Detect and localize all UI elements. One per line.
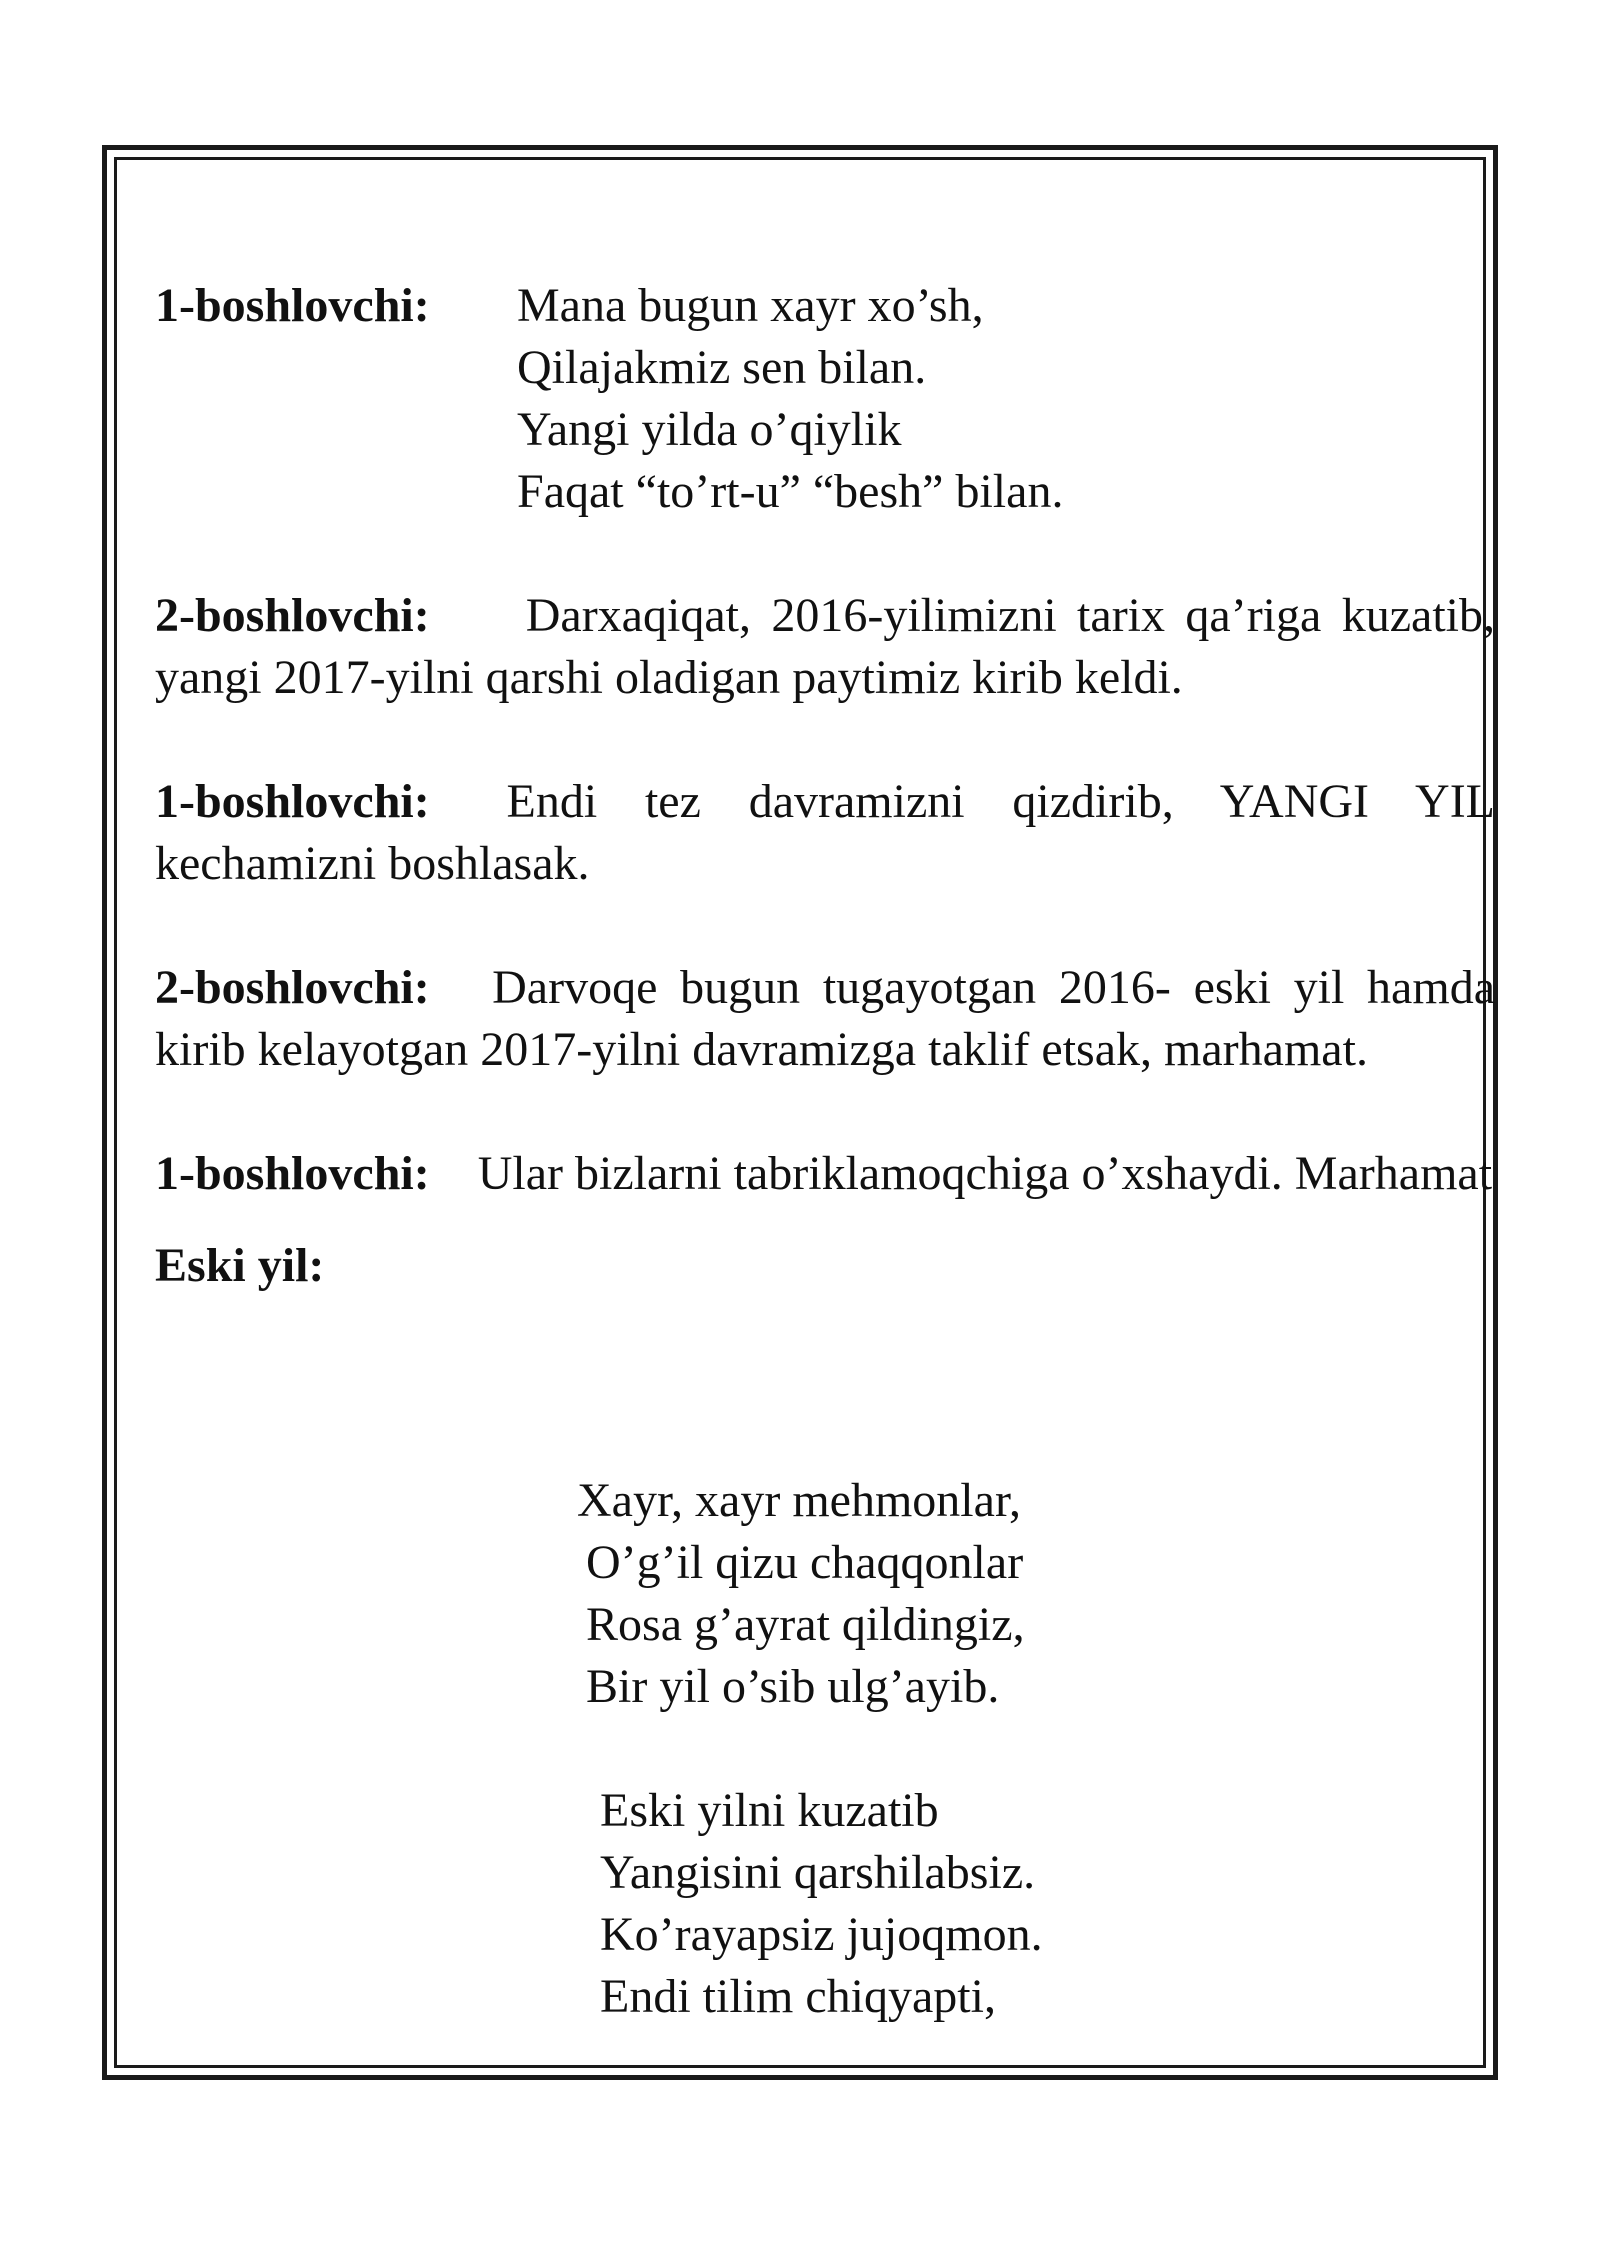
dialogue-paragraph — [155, 771, 1495, 895]
dialogue-text: Darvoqe bugun tugayotgan 2016- eski yil hamda kirib kelayotgan 2017-yilni davramizga taklif etsak, marhamat. — [155, 961, 1495, 1076]
speaker-label: 2-boshlovchi: — [155, 961, 430, 1014]
verse-line: Rosa g’ayrat qildingiz, — [586, 1598, 1025, 1651]
poem-line: Faqat “to’rt-u” “besh” bilan. — [517, 465, 1064, 518]
verse-line: Endi tilim chiqyapti, — [600, 1970, 996, 2023]
poem-line: Mana bugun xayr xo’sh, — [517, 279, 984, 332]
dialogue-text: Endi tez davramizni qizdirib, YANGI YIL kechamizni boshlasak. — [155, 775, 1495, 890]
speaker-label: 2-boshlovchi: — [155, 589, 430, 642]
verse-line: Ko’rayapsiz jujoqmon. — [600, 1908, 1043, 1961]
dialogue-paragraph — [155, 1143, 1495, 1205]
dialogue-text: Ular bizlarni tabriklamoqchiga o’xshaydi. Marhamat — [477, 1147, 1493, 1200]
speaker-label: 1-boshlovchi: — [155, 775, 430, 828]
verse-line: Yangisini qarshilabsiz. — [600, 1846, 1036, 1899]
verse-line: Bir yil o’sib ulg’ayib. — [586, 1660, 1000, 1713]
speaker-label: 1-boshlovchi: — [155, 1147, 430, 1200]
script-content — [155, 275, 1495, 1297]
dialogue-text: Darxaqiqat, 2016-yilimizni tarix qa’riga kuzatib, yangi 2017-yilni qarshi oladigan paytimiz kirib keldi. — [155, 589, 1495, 704]
verse-line: Eski yilni kuzatib — [600, 1784, 939, 1837]
dialogue-paragraph — [155, 957, 1495, 1081]
intro-poem-lines — [517, 275, 1063, 523]
verse-stanza-2 — [600, 1780, 1043, 2028]
intro-poem — [155, 275, 1495, 523]
verse-line: Xayr, xayr mehmonlar, — [577, 1474, 1021, 1527]
verse-stanza-1 — [577, 1470, 1025, 1718]
poem-line: Qilajakmiz sen bilan. — [517, 341, 927, 394]
dialogue-paragraph — [155, 585, 1495, 709]
poem-line: Yangi yilda o’qiylik — [517, 403, 902, 456]
section-heading: Eski yil: — [155, 1239, 325, 1292]
verse-line: O’g’il qizu chaqqonlar — [586, 1536, 1024, 1589]
speaker-label: 1-boshlovchi: — [155, 279, 430, 332]
